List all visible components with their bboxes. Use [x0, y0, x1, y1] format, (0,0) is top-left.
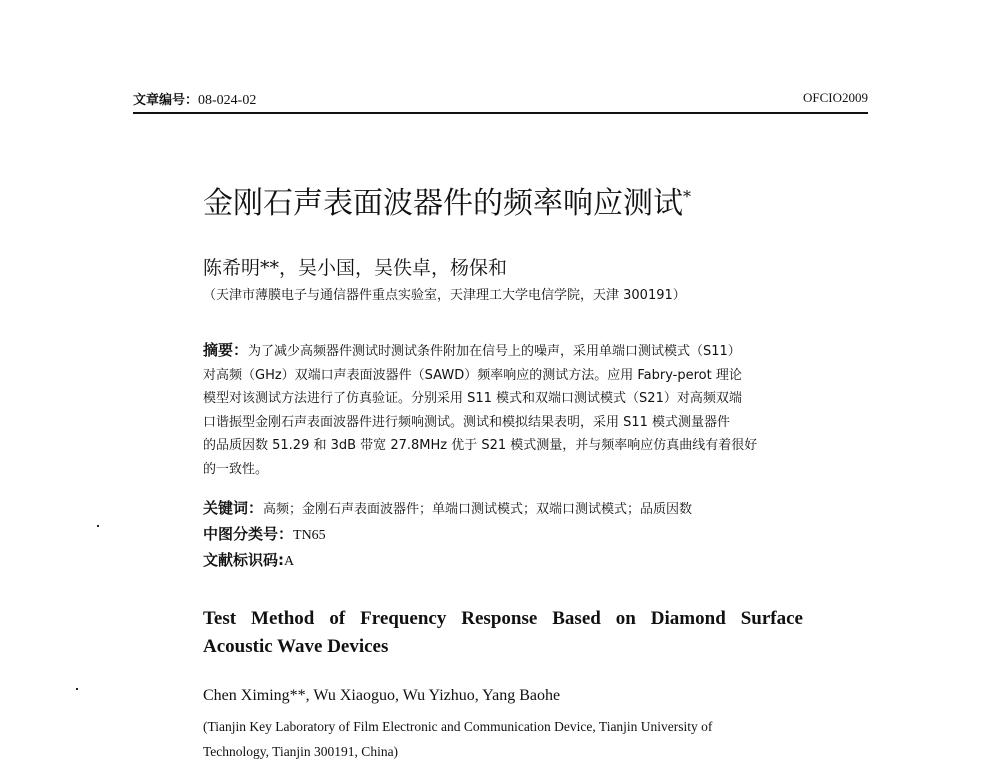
keywords-label: 关键词：: [203, 499, 264, 517]
abstract-line-text: 为了减少高频器件测试时测试条件附加在信号上的噪声，采用单端口测试模式（S11）: [248, 344, 741, 359]
abstract-chinese: [203, 339, 803, 482]
document-code-label: 文献标识码:: [203, 551, 284, 569]
title-footnote-mark: *: [683, 187, 691, 206]
clc-number-value: TN65: [293, 528, 326, 543]
conference-code: OFCIO2009: [802, 90, 868, 105]
title-chinese-text: 金刚石声表面波器件的频率响应测试: [203, 186, 683, 221]
page-header: [133, 89, 868, 111]
abstract-line: [203, 339, 803, 364]
title-chinese: [203, 178, 691, 222]
abstract-label: 摘要：: [203, 341, 249, 359]
affiliation-english-line: Technology, Tianjin 300191, China): [203, 744, 399, 759]
authors-chinese: 陈希明**，吴小国，吴佚卓，杨保和: [203, 257, 508, 279]
clc-number-label: 中图分类号：: [203, 525, 294, 543]
abstract-line: 的品质因数 51.29 和 3dB 带宽 27.8MHz 优于 S21 模式测量，并与频率响应仿真曲线有着很好: [203, 438, 758, 454]
keywords-chinese: [203, 497, 692, 518]
abstract-line: 的一致性。: [203, 461, 269, 477]
article-number-label: 文章编号：: [133, 93, 199, 108]
affiliation-english-line: (Tianjin Key Laboratory of Film Electronic and Communication Device, Tianjin University of: [203, 719, 713, 734]
keywords-value: 高频；金刚石声表面波器件；单端口测试模式；双端口测试模式；品质因数: [263, 502, 693, 517]
header-divider: [133, 112, 868, 114]
abstract-line: 口谐振型金刚石声表面波器件进行频响测试。测试和模拟结果表明，采用 S11 模式测量器件: [203, 414, 731, 430]
abstract-line: 对高频（GHz）双端口声表面波器件（SAWD）频率响应的测试方法。应用 Fabry-perot 理论: [203, 367, 742, 383]
document-code: [203, 549, 294, 570]
title-english-line: Acoustic Wave Devices: [203, 636, 389, 657]
title-english: [203, 605, 803, 661]
affiliation-english: [203, 714, 801, 764]
scan-speck: [97, 525, 99, 527]
document-code-value: A: [284, 554, 295, 569]
article-number: [133, 89, 256, 109]
affiliation-chinese: （天津市薄膜电子与通信器件重点实验室，天津理工大学电信学院，天津 300191）: [203, 288, 686, 303]
title-english-line: Test Method of Frequency Response Based on Diamond Surface: [203, 608, 803, 629]
article-number-value: 08-024-02: [198, 93, 257, 108]
scan-speck: [76, 688, 78, 690]
abstract-line: 模型对该测试方法进行了仿真验证。分别采用 S11 模式和双端口测试模式（S21）对高频双端: [203, 391, 742, 407]
clc-number: [203, 523, 326, 544]
authors-english: Chen Ximing**, Wu Xiaoguo, Wu Yizhuo, Yang Baohe: [203, 687, 561, 704]
